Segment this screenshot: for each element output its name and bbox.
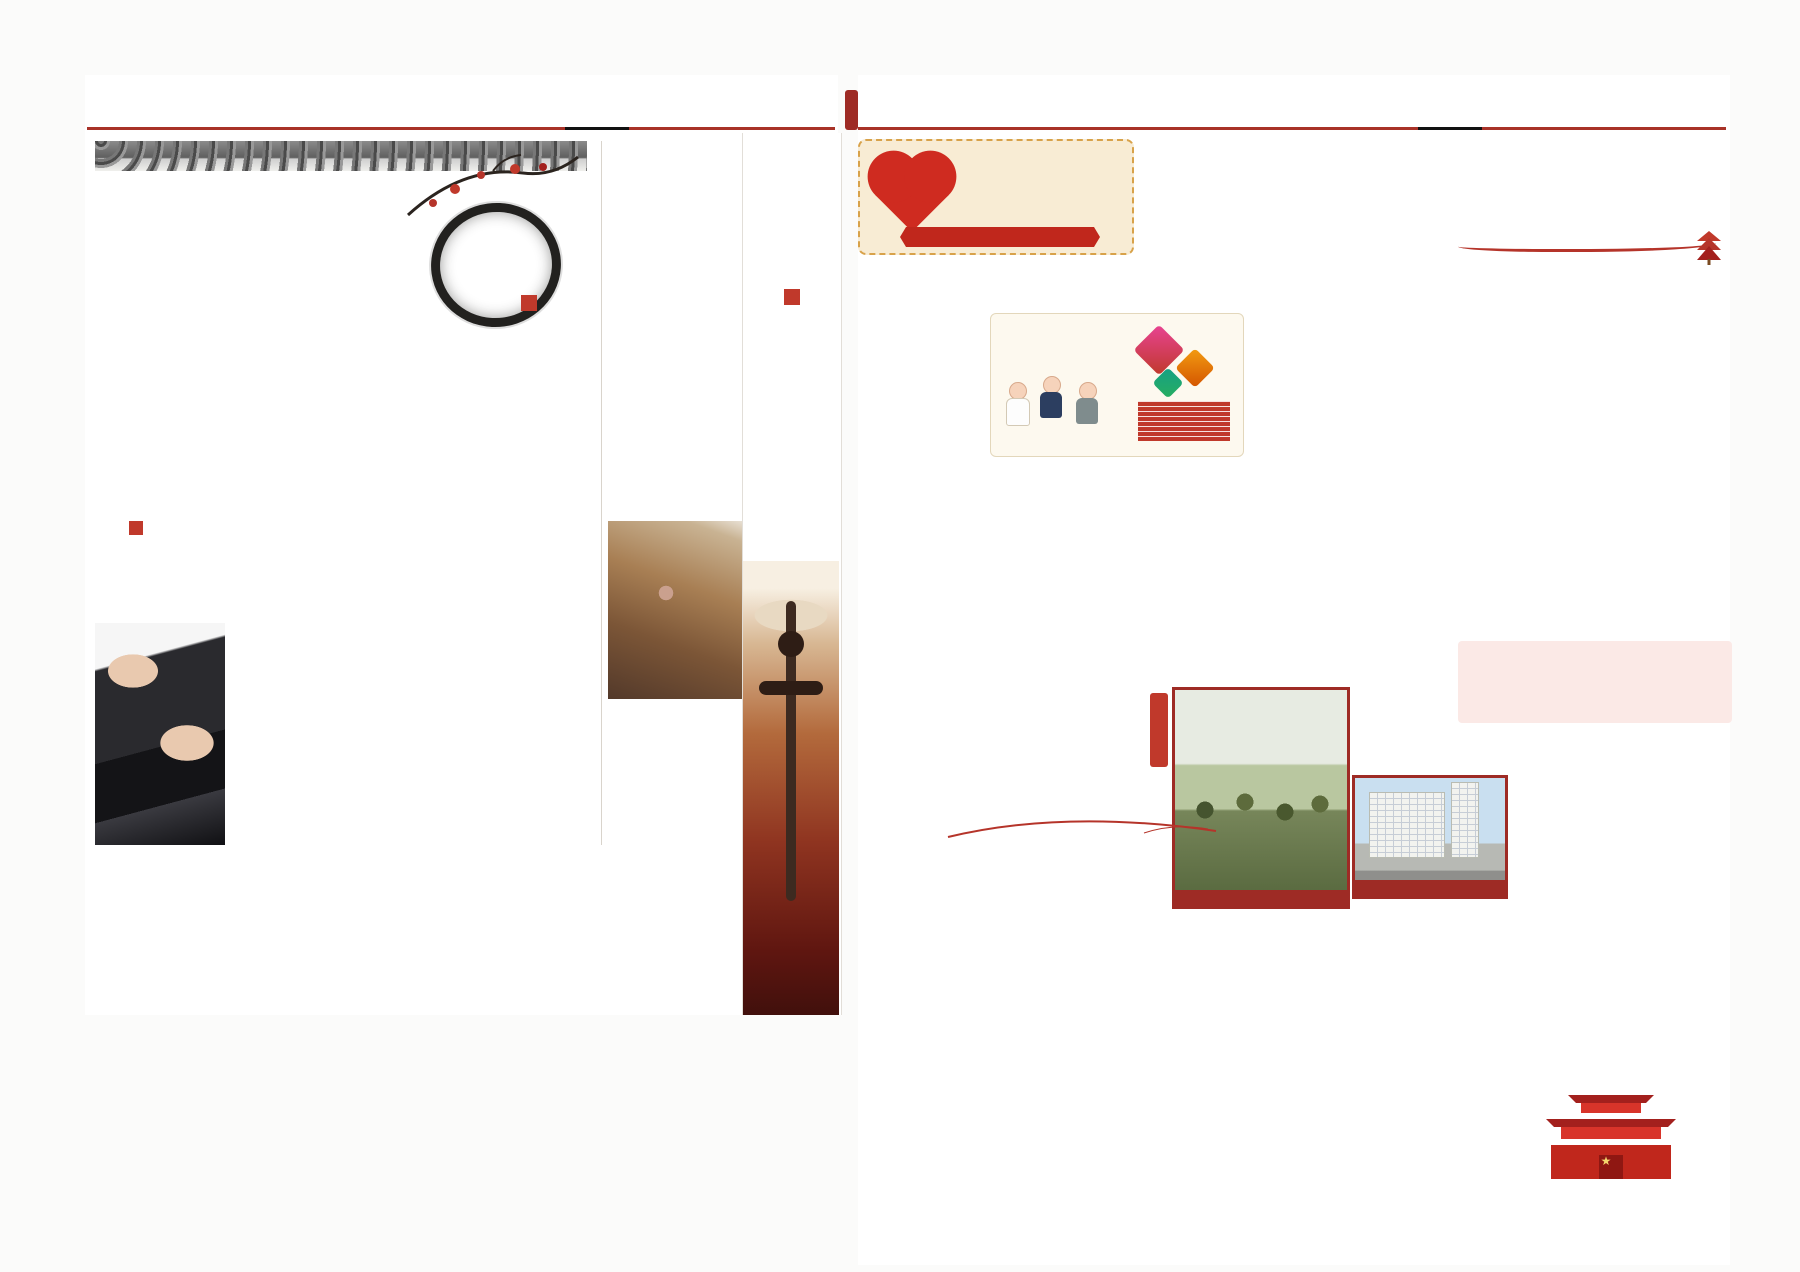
right-masthead-rule (858, 127, 1726, 130)
sword-guard (759, 681, 823, 695)
banner-ribbon (900, 227, 1100, 247)
ink-painting-image (403, 145, 583, 345)
cartoon-figure-1-body (1006, 398, 1030, 426)
houde-column-1 (163, 331, 311, 523)
kaitao-tianxia-calligraphy (743, 223, 841, 305)
bronze-sword-artwork (743, 561, 839, 1015)
weijian-column-3 (467, 891, 635, 1013)
aiguo-column-2 (990, 463, 1110, 805)
page-edge-red-tab (845, 90, 858, 130)
chengzhang-column-2 (1596, 319, 1724, 635)
shuangying-column-1 (95, 585, 243, 621)
weijian-column-2 (281, 891, 449, 1013)
red-seal-stamp (521, 295, 537, 311)
cartoon-figure-3-body (1076, 398, 1098, 424)
opening-editorial-text (97, 181, 397, 341)
center-decorative-strip (742, 133, 842, 1015)
renzhen-column-3 (1120, 937, 1238, 1013)
left-masthead-rule (87, 127, 835, 130)
houde-seal (129, 521, 143, 535)
rule-black-segment (565, 127, 629, 130)
right-page (858, 75, 1730, 1265)
chengzhang-header (1458, 243, 1726, 313)
headline-swoosh-underline (1458, 243, 1716, 252)
rule-black-segment-right (1418, 127, 1482, 130)
shuangying-column-2 (235, 585, 403, 845)
strip-seal (784, 289, 800, 305)
shuangying-column-3 (413, 585, 593, 845)
businessmen-photo (95, 623, 225, 845)
weijian-column-1 (95, 891, 263, 1013)
tiananmen-icon (1536, 1093, 1686, 1185)
cartoon-text-box (1133, 396, 1235, 446)
houde-column-3 (475, 331, 593, 523)
renzhen-column-5 (1376, 905, 1496, 1013)
cartoon-figure-2-body (1040, 392, 1062, 418)
houde-column-2 (319, 331, 467, 523)
old-photo-tag (1150, 693, 1168, 767)
pine-tree-icon (1696, 231, 1722, 265)
chengzhang-column-1 (1458, 319, 1586, 635)
sword-pommel (778, 631, 804, 657)
right-intro-text (1142, 145, 1722, 245)
patriotism-banner (858, 139, 1134, 255)
aigang-jingye-cartoon (990, 313, 1244, 457)
renzhen-column-4 (1246, 905, 1366, 1013)
renzhen-headline (944, 817, 1244, 917)
svg-text:★: ★ (1600, 1154, 1612, 1168)
renzhen-column-2 (990, 937, 1110, 1013)
flourish-line-icon (944, 817, 1224, 843)
left-page (85, 75, 838, 1015)
aiguo-column-5 (1354, 337, 1446, 697)
chengzhang-conclusion-box (1458, 641, 1732, 723)
aiguo-column-1 (858, 337, 982, 805)
aiguo-column-4 (1252, 337, 1344, 697)
renzhen-column-1 (858, 937, 982, 1013)
heart-shape (875, 158, 949, 232)
national-day-star-collage (1488, 943, 1730, 1263)
